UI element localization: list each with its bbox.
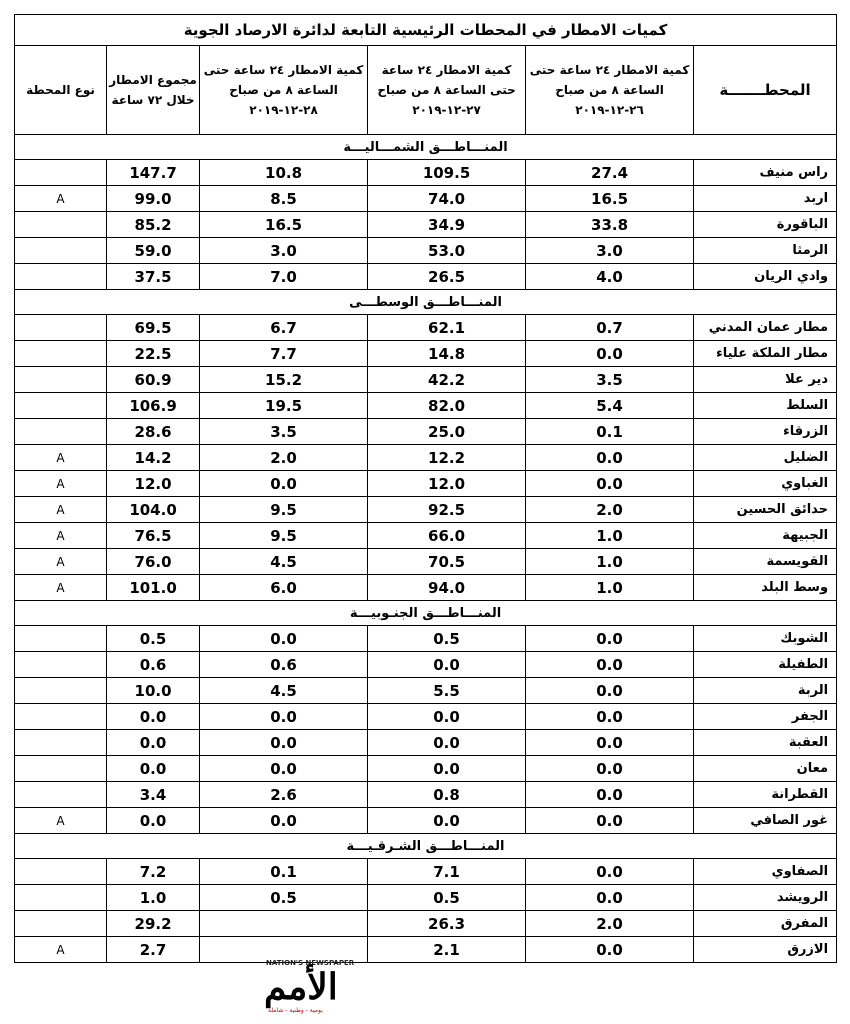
table-row <box>15 367 837 393</box>
table-row <box>15 652 837 678</box>
day1-rain-cell: 0.7 <box>526 315 694 341</box>
table-row <box>15 186 837 212</box>
total-rain-cell: 76.5 <box>107 523 200 549</box>
day2-rain-cell: 0.0 <box>368 652 526 678</box>
day3-rain-cell: 0.0 <box>200 471 368 497</box>
day2-rain-cell: 14.8 <box>368 341 526 367</box>
day2-rain-cell: 26.5 <box>368 264 526 290</box>
total-rain-cell: 0.5 <box>107 626 200 652</box>
table-row <box>15 756 837 782</box>
total-rain-cell: 147.7 <box>107 160 200 186</box>
day2-rain-cell: 12.2 <box>368 445 526 471</box>
day1-rain-cell: 0.0 <box>526 445 694 471</box>
day2-rain-cell: 0.0 <box>368 808 526 834</box>
station-type-cell <box>15 315 107 341</box>
total-rain-cell: 104.0 <box>107 497 200 523</box>
table-row <box>15 626 837 652</box>
newspaper-logo <box>264 959 364 1015</box>
day3-rain-cell: 10.8 <box>200 160 368 186</box>
station-type-cell <box>15 782 107 808</box>
table-row <box>15 704 837 730</box>
day2-rain-cell: 42.2 <box>368 367 526 393</box>
day3-rain-cell: 0.6 <box>200 652 368 678</box>
region-row <box>15 601 837 626</box>
table-row <box>15 730 837 756</box>
station-name-cell: دير علا <box>694 367 837 393</box>
table-row <box>15 859 837 885</box>
day3-rain-cell <box>200 911 368 937</box>
header-day1: كمية الامطار ٢٤ ساعة حتى الساعة ٨ من صباح ٢٦-١٢-٢٠١٩ <box>526 46 694 135</box>
day2-rain-cell: 7.1 <box>368 859 526 885</box>
total-rain-cell: 85.2 <box>107 212 200 238</box>
rainfall-table <box>14 14 837 963</box>
table-row <box>15 523 837 549</box>
total-rain-cell: 60.9 <box>107 367 200 393</box>
station-type-cell <box>15 730 107 756</box>
total-rain-cell: 0.0 <box>107 808 200 834</box>
station-name-cell: مطار الملكة علياء <box>694 341 837 367</box>
day1-rain-cell: 0.0 <box>526 626 694 652</box>
day3-rain-cell: 16.5 <box>200 212 368 238</box>
day1-rain-cell: 2.0 <box>526 497 694 523</box>
station-type-cell <box>15 264 107 290</box>
station-name-cell: الضليل <box>694 445 837 471</box>
table-row <box>15 160 837 186</box>
station-type-cell: A <box>15 808 107 834</box>
station-type-cell <box>15 859 107 885</box>
header-station-type: نوع المحطة <box>15 46 107 135</box>
station-type-cell <box>15 393 107 419</box>
day2-rain-cell: 92.5 <box>368 497 526 523</box>
total-rain-cell: 7.2 <box>107 859 200 885</box>
total-rain-cell: 101.0 <box>107 575 200 601</box>
day2-rain-cell: 26.3 <box>368 911 526 937</box>
day3-rain-cell: 3.0 <box>200 238 368 264</box>
header-day3: كمية الامطار ٢٤ ساعة حتى الساعة ٨ من صباح ٢٨-١٢-٢٠١٩ <box>200 46 368 135</box>
day1-rain-cell: 0.0 <box>526 652 694 678</box>
region-heading: المنـــاطـــق الجنـوبيـــة <box>15 601 837 626</box>
station-name-cell: الجفر <box>694 704 837 730</box>
total-rain-cell: 22.5 <box>107 341 200 367</box>
table-row <box>15 264 837 290</box>
station-name-cell: العقبة <box>694 730 837 756</box>
station-type-cell <box>15 911 107 937</box>
station-type-cell: A <box>15 937 107 963</box>
day3-rain-cell: 9.5 <box>200 497 368 523</box>
day1-rain-cell: 16.5 <box>526 186 694 212</box>
day2-rain-cell: 62.1 <box>368 315 526 341</box>
station-type-cell: A <box>15 445 107 471</box>
day1-rain-cell: 5.4 <box>526 393 694 419</box>
day3-rain-cell: 6.0 <box>200 575 368 601</box>
table-body <box>15 135 837 963</box>
table-row <box>15 575 837 601</box>
station-name-cell: مطار عمان المدني <box>694 315 837 341</box>
day1-rain-cell: 0.0 <box>526 678 694 704</box>
station-type-cell <box>15 160 107 186</box>
day3-rain-cell: 0.0 <box>200 626 368 652</box>
table-row <box>15 549 837 575</box>
region-heading: المنـــاطـــق الشـرقـيـــة <box>15 834 837 859</box>
day3-rain-cell: 0.1 <box>200 859 368 885</box>
day3-rain-cell: 7.0 <box>200 264 368 290</box>
table-title: كميات الامطار في المحطات الرئيسية التابعة لدائرة الارصاد الجوية <box>15 15 837 46</box>
day1-rain-cell: 1.0 <box>526 575 694 601</box>
day3-rain-cell: 0.0 <box>200 756 368 782</box>
station-type-cell <box>15 341 107 367</box>
day1-rain-cell: 0.0 <box>526 782 694 808</box>
station-type-cell: A <box>15 549 107 575</box>
day1-rain-cell: 3.0 <box>526 238 694 264</box>
day3-rain-cell: 2.6 <box>200 782 368 808</box>
day2-rain-cell: 74.0 <box>368 186 526 212</box>
station-name-cell: راس منيف <box>694 160 837 186</box>
table-row <box>15 471 837 497</box>
day1-rain-cell: 0.0 <box>526 341 694 367</box>
total-rain-cell: 12.0 <box>107 471 200 497</box>
table-row <box>15 911 837 937</box>
day2-rain-cell: 66.0 <box>368 523 526 549</box>
station-type-cell <box>15 756 107 782</box>
region-row <box>15 834 837 859</box>
day3-rain-cell: 8.5 <box>200 186 368 212</box>
station-type-cell <box>15 652 107 678</box>
total-rain-cell: 2.7 <box>107 937 200 963</box>
day3-rain-cell: 0.5 <box>200 885 368 911</box>
day2-rain-cell: 34.9 <box>368 212 526 238</box>
day2-rain-cell: 5.5 <box>368 678 526 704</box>
table-row <box>15 315 837 341</box>
header-day2: كمية الامطار ٢٤ ساعة حتى الساعة ٨ من صباح ٢٧-١٢-٢٠١٩ <box>368 46 526 135</box>
day3-rain-cell: 15.2 <box>200 367 368 393</box>
station-name-cell: الرويشد <box>694 885 837 911</box>
station-type-cell <box>15 238 107 264</box>
station-name-cell: المفرق <box>694 911 837 937</box>
total-rain-cell: 28.6 <box>107 419 200 445</box>
table-row <box>15 238 837 264</box>
station-type-cell <box>15 367 107 393</box>
station-type-cell <box>15 704 107 730</box>
total-rain-cell: 3.4 <box>107 782 200 808</box>
header-station: المحطـــــــة <box>694 46 837 135</box>
station-name-cell: الرمثا <box>694 238 837 264</box>
day2-rain-cell: 109.5 <box>368 160 526 186</box>
day3-rain-cell: 6.7 <box>200 315 368 341</box>
day2-rain-cell: 70.5 <box>368 549 526 575</box>
day1-rain-cell: 3.5 <box>526 367 694 393</box>
header-total: مجموع الامطار خلال ٧٢ ساعة <box>107 46 200 135</box>
total-rain-cell: 106.9 <box>107 393 200 419</box>
station-name-cell: الازرق <box>694 937 837 963</box>
station-name-cell: الطفيلة <box>694 652 837 678</box>
day1-rain-cell: 27.4 <box>526 160 694 186</box>
day1-rain-cell: 33.8 <box>526 212 694 238</box>
logo-main-text: الأمم <box>264 966 338 1008</box>
day1-rain-cell: 1.0 <box>526 523 694 549</box>
day2-rain-cell: 0.5 <box>368 626 526 652</box>
day1-rain-cell: 0.0 <box>526 808 694 834</box>
day1-rain-cell: 0.0 <box>526 704 694 730</box>
station-type-cell <box>15 419 107 445</box>
station-name-cell: حدائق الحسين <box>694 497 837 523</box>
total-rain-cell: 29.2 <box>107 911 200 937</box>
station-name-cell: الشوبك <box>694 626 837 652</box>
day2-rain-cell: 12.0 <box>368 471 526 497</box>
rainfall-document <box>14 14 836 1014</box>
region-heading: المنـــاطـــق الوسطـــى <box>15 290 837 315</box>
day3-rain-cell: 4.5 <box>200 678 368 704</box>
station-name-cell: الغباوي <box>694 471 837 497</box>
total-rain-cell: 10.0 <box>107 678 200 704</box>
day2-rain-cell: 0.8 <box>368 782 526 808</box>
day3-rain-cell: 2.0 <box>200 445 368 471</box>
day1-rain-cell: 0.0 <box>526 756 694 782</box>
total-rain-cell: 0.0 <box>107 730 200 756</box>
station-name-cell: غور الصافي <box>694 808 837 834</box>
station-type-cell: A <box>15 186 107 212</box>
station-type-cell: A <box>15 497 107 523</box>
region-row <box>15 135 837 160</box>
table-row <box>15 885 837 911</box>
station-type-cell <box>15 626 107 652</box>
logo-small-text: NATION'S NEWSPAPER <box>266 959 355 967</box>
table-row <box>15 678 837 704</box>
day1-rain-cell: 0.0 <box>526 885 694 911</box>
day3-rain-cell: 9.5 <box>200 523 368 549</box>
station-type-cell <box>15 678 107 704</box>
station-name-cell: اربد <box>694 186 837 212</box>
day1-rain-cell: 0.0 <box>526 937 694 963</box>
day1-rain-cell: 4.0 <box>526 264 694 290</box>
day2-rain-cell: 94.0 <box>368 575 526 601</box>
day3-rain-cell: 0.0 <box>200 730 368 756</box>
day1-rain-cell: 0.0 <box>526 730 694 756</box>
day2-rain-cell: 0.0 <box>368 730 526 756</box>
day1-rain-cell: 0.0 <box>526 859 694 885</box>
station-type-cell <box>15 885 107 911</box>
total-rain-cell: 59.0 <box>107 238 200 264</box>
station-name-cell: الجبيهة <box>694 523 837 549</box>
total-rain-cell: 0.0 <box>107 704 200 730</box>
station-name-cell: وادي الريان <box>694 264 837 290</box>
day1-rain-cell: 0.1 <box>526 419 694 445</box>
table-row <box>15 341 837 367</box>
region-row <box>15 290 837 315</box>
station-name-cell: الزرقاء <box>694 419 837 445</box>
station-name-cell: السلط <box>694 393 837 419</box>
table-row <box>15 808 837 834</box>
total-rain-cell: 14.2 <box>107 445 200 471</box>
station-name-cell: معان <box>694 756 837 782</box>
total-rain-cell: 76.0 <box>107 549 200 575</box>
station-name-cell: القويسمة <box>694 549 837 575</box>
total-rain-cell: 99.0 <box>107 186 200 212</box>
day3-rain-cell: 19.5 <box>200 393 368 419</box>
table-row <box>15 212 837 238</box>
day2-rain-cell: 53.0 <box>368 238 526 264</box>
day2-rain-cell: 0.0 <box>368 704 526 730</box>
table-row <box>15 937 837 963</box>
station-type-cell: A <box>15 523 107 549</box>
day1-rain-cell: 1.0 <box>526 549 694 575</box>
station-name-cell: الصفاوي <box>694 859 837 885</box>
station-name-cell: وسط البلد <box>694 575 837 601</box>
table-row <box>15 497 837 523</box>
table-row <box>15 419 837 445</box>
table-row <box>15 782 837 808</box>
day3-rain-cell: 4.5 <box>200 549 368 575</box>
day3-rain-cell: 7.7 <box>200 341 368 367</box>
table-row <box>15 445 837 471</box>
station-type-cell <box>15 212 107 238</box>
day3-rain-cell: 0.0 <box>200 808 368 834</box>
day3-rain-cell: 3.5 <box>200 419 368 445</box>
day2-rain-cell: 0.5 <box>368 885 526 911</box>
day2-rain-cell: 0.0 <box>368 756 526 782</box>
total-rain-cell: 69.5 <box>107 315 200 341</box>
day1-rain-cell: 2.0 <box>526 911 694 937</box>
day2-rain-cell: 82.0 <box>368 393 526 419</box>
region-heading: المنـــاطـــق الشمـــاليـــة <box>15 135 837 160</box>
station-name-cell: الباقورة <box>694 212 837 238</box>
total-rain-cell: 37.5 <box>107 264 200 290</box>
total-rain-cell: 1.0 <box>107 885 200 911</box>
day2-rain-cell: 2.1 <box>368 937 526 963</box>
day1-rain-cell: 0.0 <box>526 471 694 497</box>
total-rain-cell: 0.6 <box>107 652 200 678</box>
total-rain-cell: 0.0 <box>107 756 200 782</box>
table-row <box>15 393 837 419</box>
station-name-cell: القطرانة <box>694 782 837 808</box>
station-name-cell: الربة <box>694 678 837 704</box>
day3-rain-cell: 0.0 <box>200 704 368 730</box>
station-type-cell: A <box>15 471 107 497</box>
logo-tagline: يومية - وطنية - شاملة <box>268 1007 323 1014</box>
station-type-cell: A <box>15 575 107 601</box>
day2-rain-cell: 25.0 <box>368 419 526 445</box>
